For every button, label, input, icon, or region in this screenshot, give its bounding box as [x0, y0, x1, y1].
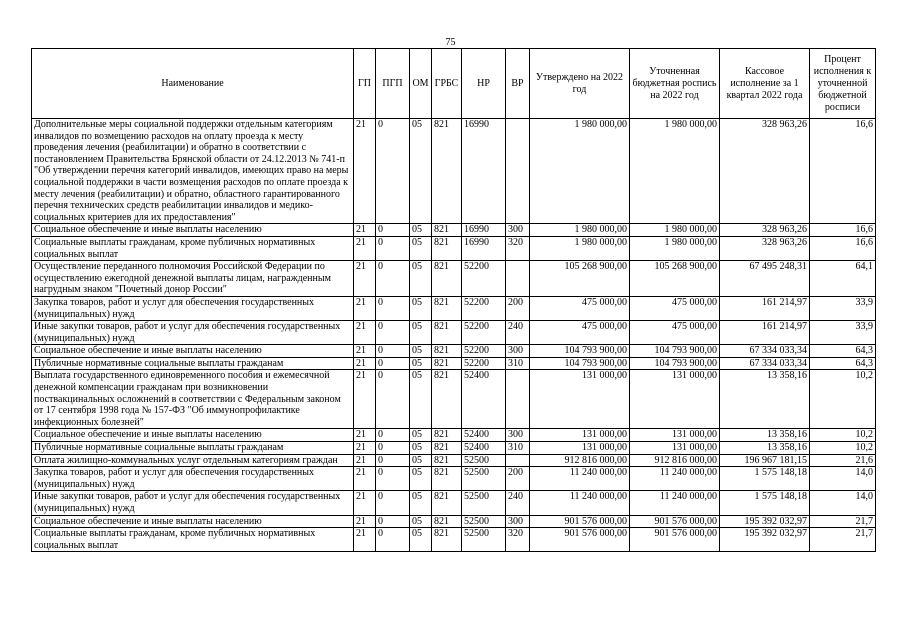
cell-pgp: 0 [376, 454, 410, 467]
cell-pgp: 0 [376, 321, 410, 345]
cell-name: Социальные выплаты гражданам, кроме публичных нормативных социальных выплат [32, 236, 354, 260]
cell-pgp: 0 [376, 296, 410, 320]
cell-executed: 328 963,26 [720, 119, 810, 224]
cell-name: Осуществление переданного полномочия Российской Федерации по осуществлению ежегодной денежной выплаты лицам, награжденным нагрудным знаком "Почетный донор России" [32, 261, 354, 297]
cell-om: 05 [410, 236, 432, 260]
cell-executed: 161 214,97 [720, 321, 810, 345]
column-header-revised: Уточненная бюджетная роспись на 2022 год [630, 49, 720, 119]
cell-executed: 13 358,16 [720, 370, 810, 429]
cell-percent: 10,2 [810, 429, 876, 442]
cell-executed: 1 575 148,18 [720, 467, 810, 491]
cell-vr: 310 [506, 442, 530, 455]
cell-gp: 21 [354, 119, 376, 224]
cell-percent: 16,6 [810, 119, 876, 224]
cell-name: Выплата государственного единовременного пособия и ежемесячной денежной компенсации гражданам при возникновении поствакцинальных осложнений в соответствии с Федеральным законом от 17 сентября 1998 года № 157-ФЗ "Об иммунопрофилактике инфекционных болезней" [32, 370, 354, 429]
cell-revised: 131 000,00 [630, 442, 720, 455]
cell-pgp: 0 [376, 467, 410, 491]
table-row [32, 467, 876, 491]
cell-revised: 104 793 900,00 [630, 357, 720, 370]
budget-table [31, 48, 876, 552]
cell-grbs: 821 [432, 454, 462, 467]
cell-revised: 912 816 000,00 [630, 454, 720, 467]
cell-nr: 52500 [462, 528, 506, 552]
column-header-name: Наименование [32, 49, 354, 119]
cell-name: Социальное обеспечение и иные выплаты населению [32, 345, 354, 358]
cell-vr: 320 [506, 528, 530, 552]
cell-gp: 21 [354, 442, 376, 455]
cell-pgp: 0 [376, 345, 410, 358]
cell-vr: 300 [506, 345, 530, 358]
cell-om: 05 [410, 296, 432, 320]
cell-percent: 64,3 [810, 345, 876, 358]
cell-percent: 64,1 [810, 261, 876, 297]
cell-om: 05 [410, 261, 432, 297]
table-row [32, 345, 876, 358]
cell-nr: 52500 [462, 454, 506, 467]
cell-om: 05 [410, 528, 432, 552]
cell-revised: 901 576 000,00 [630, 515, 720, 528]
cell-revised: 1 980 000,00 [630, 119, 720, 224]
cell-executed: 328 963,26 [720, 224, 810, 237]
table-row [32, 370, 876, 429]
cell-vr: 240 [506, 321, 530, 345]
cell-approved: 901 576 000,00 [530, 528, 630, 552]
cell-vr: 310 [506, 357, 530, 370]
cell-revised: 11 240 000,00 [630, 467, 720, 491]
cell-approved: 475 000,00 [530, 296, 630, 320]
table-row [32, 357, 876, 370]
cell-nr: 52500 [462, 491, 506, 515]
cell-grbs: 821 [432, 345, 462, 358]
cell-nr: 52400 [462, 442, 506, 455]
column-header-vr: ВР [506, 49, 530, 119]
cell-grbs: 821 [432, 261, 462, 297]
cell-gp: 21 [354, 454, 376, 467]
cell-gp: 21 [354, 345, 376, 358]
cell-revised: 131 000,00 [630, 370, 720, 429]
cell-executed: 1 575 148,18 [720, 491, 810, 515]
cell-executed: 328 963,26 [720, 236, 810, 260]
cell-om: 05 [410, 224, 432, 237]
cell-grbs: 821 [432, 491, 462, 515]
cell-executed: 13 358,16 [720, 429, 810, 442]
cell-grbs: 821 [432, 224, 462, 237]
cell-approved: 131 000,00 [530, 429, 630, 442]
cell-gp: 21 [354, 357, 376, 370]
cell-revised: 475 000,00 [630, 321, 720, 345]
cell-executed: 195 392 032,97 [720, 528, 810, 552]
cell-executed: 67 334 033,34 [720, 357, 810, 370]
cell-pgp: 0 [376, 119, 410, 224]
cell-gp: 21 [354, 321, 376, 345]
cell-pgp: 0 [376, 261, 410, 297]
column-header-grbs: ГРБС [432, 49, 462, 119]
cell-percent: 10,2 [810, 370, 876, 429]
cell-nr: 52200 [462, 321, 506, 345]
cell-approved: 104 793 900,00 [530, 345, 630, 358]
table-row [32, 454, 876, 467]
cell-grbs: 821 [432, 370, 462, 429]
column-header-gp: ГП [354, 49, 376, 119]
cell-gp: 21 [354, 491, 376, 515]
cell-pgp: 0 [376, 442, 410, 455]
cell-percent: 10,2 [810, 442, 876, 455]
cell-gp: 21 [354, 236, 376, 260]
cell-percent: 16,6 [810, 224, 876, 237]
cell-grbs: 821 [432, 357, 462, 370]
cell-nr: 16990 [462, 119, 506, 224]
cell-gp: 21 [354, 528, 376, 552]
column-header-pgp: ПГП [376, 49, 410, 119]
cell-grbs: 821 [432, 236, 462, 260]
cell-name: Публичные нормативные социальные выплаты гражданам [32, 357, 354, 370]
cell-nr: 16990 [462, 224, 506, 237]
cell-executed: 67 495 248,31 [720, 261, 810, 297]
cell-executed: 196 967 181,15 [720, 454, 810, 467]
cell-om: 05 [410, 370, 432, 429]
cell-approved: 11 240 000,00 [530, 491, 630, 515]
cell-percent: 14,0 [810, 491, 876, 515]
cell-pgp: 0 [376, 224, 410, 237]
cell-revised: 105 268 900,00 [630, 261, 720, 297]
table-row [32, 236, 876, 260]
cell-percent: 21,7 [810, 515, 876, 528]
cell-grbs: 821 [432, 442, 462, 455]
table-row [32, 528, 876, 552]
cell-percent: 14,0 [810, 467, 876, 491]
cell-vr: 300 [506, 429, 530, 442]
cell-revised: 1 980 000,00 [630, 236, 720, 260]
cell-om: 05 [410, 515, 432, 528]
cell-executed: 161 214,97 [720, 296, 810, 320]
cell-om: 05 [410, 442, 432, 455]
table-row [32, 429, 876, 442]
cell-vr [506, 370, 530, 429]
cell-gp: 21 [354, 429, 376, 442]
cell-om: 05 [410, 321, 432, 345]
cell-nr: 52200 [462, 296, 506, 320]
cell-om: 05 [410, 429, 432, 442]
cell-vr [506, 261, 530, 297]
cell-vr: 200 [506, 467, 530, 491]
cell-percent: 16,6 [810, 236, 876, 260]
table-body [32, 119, 876, 552]
cell-approved: 131 000,00 [530, 442, 630, 455]
cell-approved: 1 980 000,00 [530, 224, 630, 237]
cell-approved: 1 980 000,00 [530, 119, 630, 224]
cell-gp: 21 [354, 224, 376, 237]
table-row [32, 442, 876, 455]
cell-om: 05 [410, 454, 432, 467]
cell-grbs: 821 [432, 429, 462, 442]
column-header-approved: Утверждено на 2022 год [530, 49, 630, 119]
cell-pgp: 0 [376, 429, 410, 442]
table-row [32, 119, 876, 224]
cell-approved: 912 816 000,00 [530, 454, 630, 467]
cell-percent: 21,6 [810, 454, 876, 467]
column-header-om: ОМ [410, 49, 432, 119]
cell-nr: 16990 [462, 236, 506, 260]
cell-name: Социальное обеспечение и иные выплаты населению [32, 429, 354, 442]
cell-approved: 1 980 000,00 [530, 236, 630, 260]
cell-name: Иные закупки товаров, работ и услуг для обеспечения государственных (муниципальных) нужд [32, 321, 354, 345]
cell-grbs: 821 [432, 321, 462, 345]
cell-executed: 195 392 032,97 [720, 515, 810, 528]
table-row [32, 261, 876, 297]
cell-nr: 52200 [462, 357, 506, 370]
cell-vr: 320 [506, 236, 530, 260]
cell-name: Социальное обеспечение и иные выплаты населению [32, 224, 354, 237]
table-row [32, 515, 876, 528]
cell-revised: 104 793 900,00 [630, 345, 720, 358]
cell-nr: 52200 [462, 261, 506, 297]
page-number: 75 [445, 37, 456, 48]
cell-gp: 21 [354, 370, 376, 429]
column-header-nr: НР [462, 49, 506, 119]
cell-approved: 901 576 000,00 [530, 515, 630, 528]
cell-grbs: 821 [432, 296, 462, 320]
cell-om: 05 [410, 357, 432, 370]
cell-approved: 11 240 000,00 [530, 467, 630, 491]
cell-om: 05 [410, 345, 432, 358]
cell-name: Закупка товаров, работ и услуг для обеспечения государственных (муниципальных) нужд [32, 467, 354, 491]
table-header-row [32, 49, 876, 119]
cell-name: Оплата жилищно-коммунальных услуг отдельным категориям граждан [32, 454, 354, 467]
cell-grbs: 821 [432, 119, 462, 224]
cell-nr: 52500 [462, 467, 506, 491]
cell-revised: 475 000,00 [630, 296, 720, 320]
cell-name: Публичные нормативные социальные выплаты гражданам [32, 442, 354, 455]
cell-executed: 67 334 033,34 [720, 345, 810, 358]
cell-gp: 21 [354, 261, 376, 297]
cell-percent: 21,7 [810, 528, 876, 552]
cell-name: Социальное обеспечение и иные выплаты населению [32, 515, 354, 528]
table-row [32, 491, 876, 515]
cell-nr: 52400 [462, 429, 506, 442]
cell-percent: 33,9 [810, 321, 876, 345]
cell-name: Социальные выплаты гражданам, кроме публичных нормативных социальных выплат [32, 528, 354, 552]
column-header-executed: Кассовое исполнение за 1 квартал 2022 года [720, 49, 810, 119]
cell-gp: 21 [354, 296, 376, 320]
cell-percent: 33,9 [810, 296, 876, 320]
cell-vr: 240 [506, 491, 530, 515]
cell-pgp: 0 [376, 236, 410, 260]
cell-nr: 52500 [462, 515, 506, 528]
cell-pgp: 0 [376, 357, 410, 370]
table-row [32, 296, 876, 320]
cell-vr: 300 [506, 224, 530, 237]
cell-name: Закупка товаров, работ и услуг для обеспечения государственных (муниципальных) нужд [32, 296, 354, 320]
cell-revised: 131 000,00 [630, 429, 720, 442]
table-row [32, 321, 876, 345]
cell-grbs: 821 [432, 528, 462, 552]
cell-pgp: 0 [376, 491, 410, 515]
cell-approved: 131 000,00 [530, 370, 630, 429]
cell-pgp: 0 [376, 528, 410, 552]
cell-nr: 52200 [462, 345, 506, 358]
cell-nr: 52400 [462, 370, 506, 429]
cell-pgp: 0 [376, 515, 410, 528]
cell-vr: 300 [506, 515, 530, 528]
cell-om: 05 [410, 491, 432, 515]
cell-pgp: 0 [376, 370, 410, 429]
cell-percent: 64,3 [810, 357, 876, 370]
cell-vr [506, 119, 530, 224]
cell-vr: 200 [506, 296, 530, 320]
cell-approved: 105 268 900,00 [530, 261, 630, 297]
cell-gp: 21 [354, 515, 376, 528]
column-header-percent: Процент исполнения к уточненной бюджетной росписи [810, 49, 876, 119]
cell-executed: 13 358,16 [720, 442, 810, 455]
cell-revised: 11 240 000,00 [630, 491, 720, 515]
cell-revised: 901 576 000,00 [630, 528, 720, 552]
cell-name: Иные закупки товаров, работ и услуг для обеспечения государственных (муниципальных) нужд [32, 491, 354, 515]
cell-name: Дополнительные меры социальной поддержки отдельным категориям инвалидов по возмещению расходов на оплату проезда к месту проведения лечения (реабилитации) и обратно в соответствии с постановлением Правительства Брянской области от 24.12.2013 № 741-п "Об утверждении перечня категорий инвалидов, имеющих право на меры социальной поддержки в части возмещения расходов по оплате проезда к месту лечения (реабилитации) и обратно, областного гарантированного перечня технических средств реабилитации инвалидов и медико-социальных критериев для их предоставления" [32, 119, 354, 224]
cell-om: 05 [410, 467, 432, 491]
cell-approved: 104 793 900,00 [530, 357, 630, 370]
cell-gp: 21 [354, 467, 376, 491]
cell-approved: 475 000,00 [530, 321, 630, 345]
cell-grbs: 821 [432, 515, 462, 528]
cell-grbs: 821 [432, 467, 462, 491]
cell-om: 05 [410, 119, 432, 224]
table-row [32, 224, 876, 237]
cell-revised: 1 980 000,00 [630, 224, 720, 237]
cell-vr [506, 454, 530, 467]
